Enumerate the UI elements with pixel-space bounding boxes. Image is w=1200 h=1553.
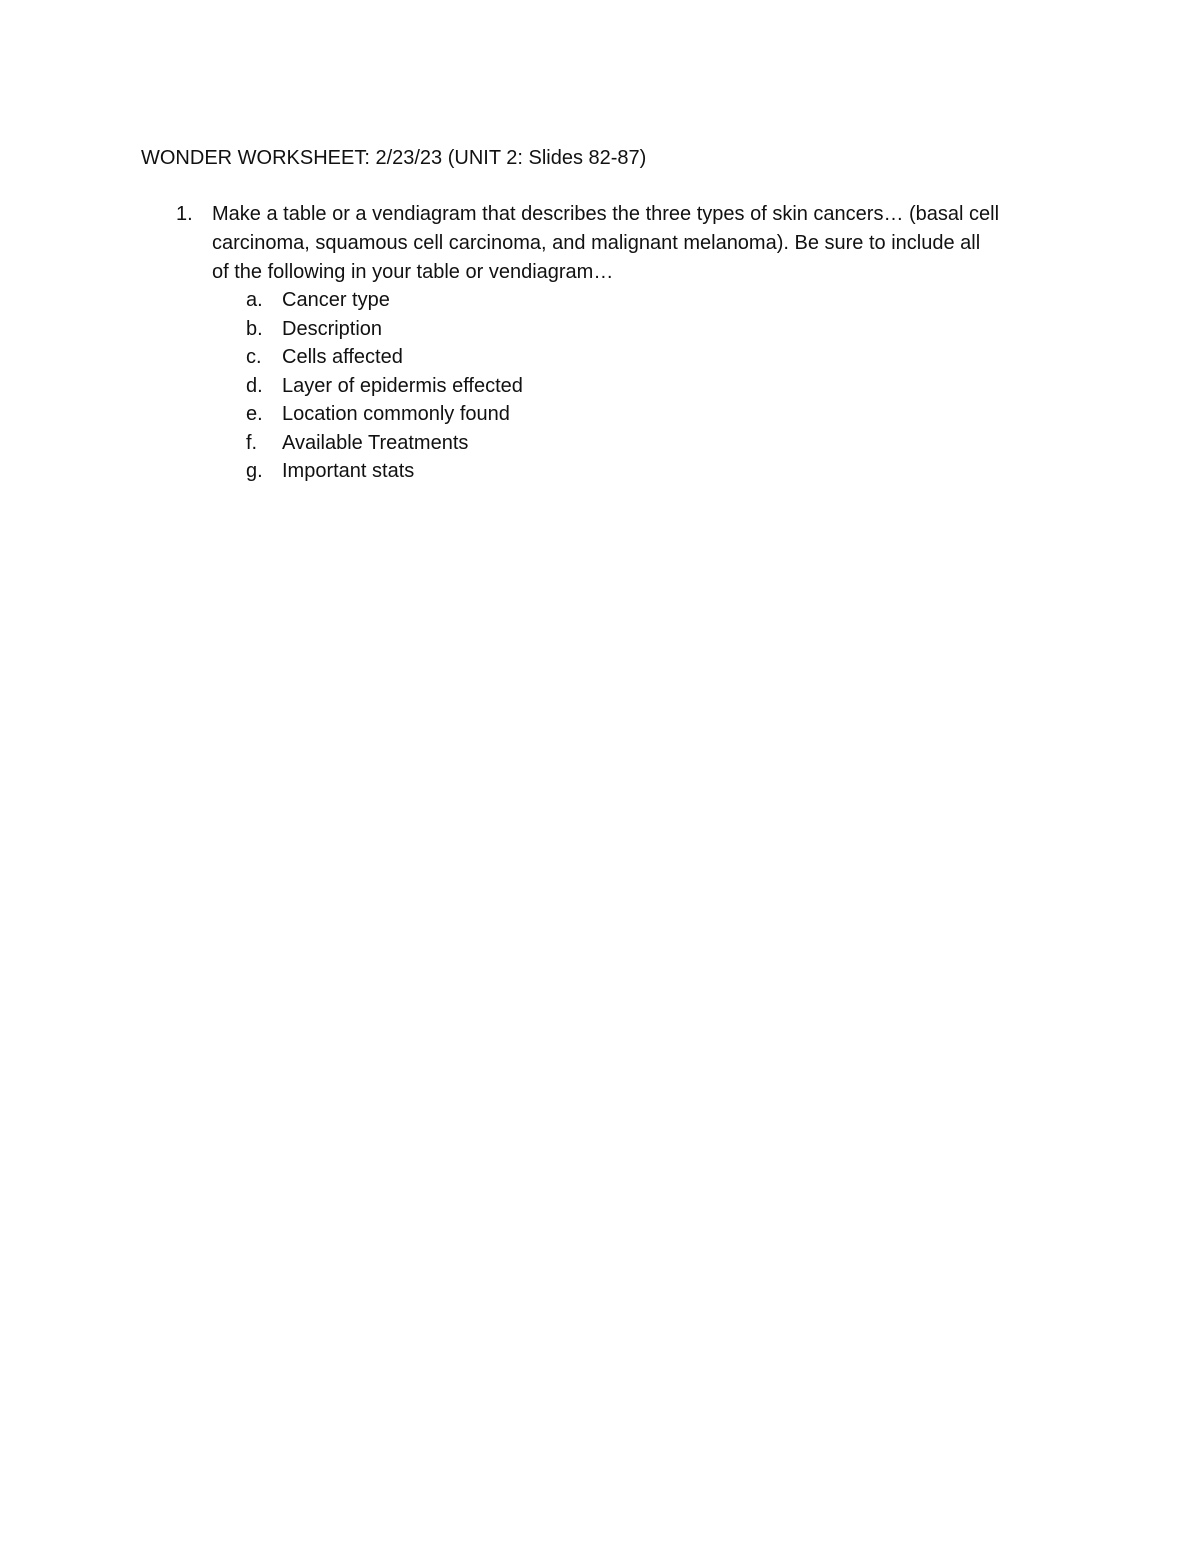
list-item-text: Available Treatments	[282, 431, 469, 454]
list-item	[246, 343, 846, 372]
list-item-letter: g.	[246, 460, 263, 482]
list-item	[246, 372, 846, 401]
list-item-text: Cells affected	[282, 346, 403, 368]
list-item-letter: f.	[246, 431, 258, 454]
list-item-letter: a.	[246, 289, 263, 311]
worksheet-title: WONDER WORKSHEET: 2/23/23 (UNIT 2: Slides 82-87)	[141, 147, 647, 169]
question-text	[212, 200, 1062, 287]
list-item	[246, 286, 846, 315]
list-item	[246, 429, 846, 458]
list-item-text: Layer of epidermis effected	[282, 374, 523, 397]
list-item-letter: e.	[246, 403, 263, 425]
list-item-letter: b.	[246, 317, 263, 340]
list-item	[246, 457, 846, 486]
requirement-list	[246, 286, 846, 486]
question-line-3: of the following in your table or vendiagram…	[212, 261, 614, 283]
question-number: 1.	[176, 203, 193, 225]
list-item-letter: d.	[246, 374, 263, 397]
list-item-letter: c.	[246, 346, 262, 368]
list-item-text: Cancer type	[282, 289, 390, 311]
question-line-2: carcinoma, squamous cell carcinoma, and malignant melanoma). Be sure to include all	[212, 232, 981, 254]
list-item	[246, 315, 846, 344]
question-line-1: Make a table or a vendiagram that describes the three types of skin cancers… (basal cell	[212, 203, 1000, 225]
list-item	[246, 400, 846, 429]
list-item-text: Important stats	[282, 460, 415, 482]
list-item-text: Description	[282, 317, 383, 340]
list-item-text: Location commonly found	[282, 403, 510, 425]
